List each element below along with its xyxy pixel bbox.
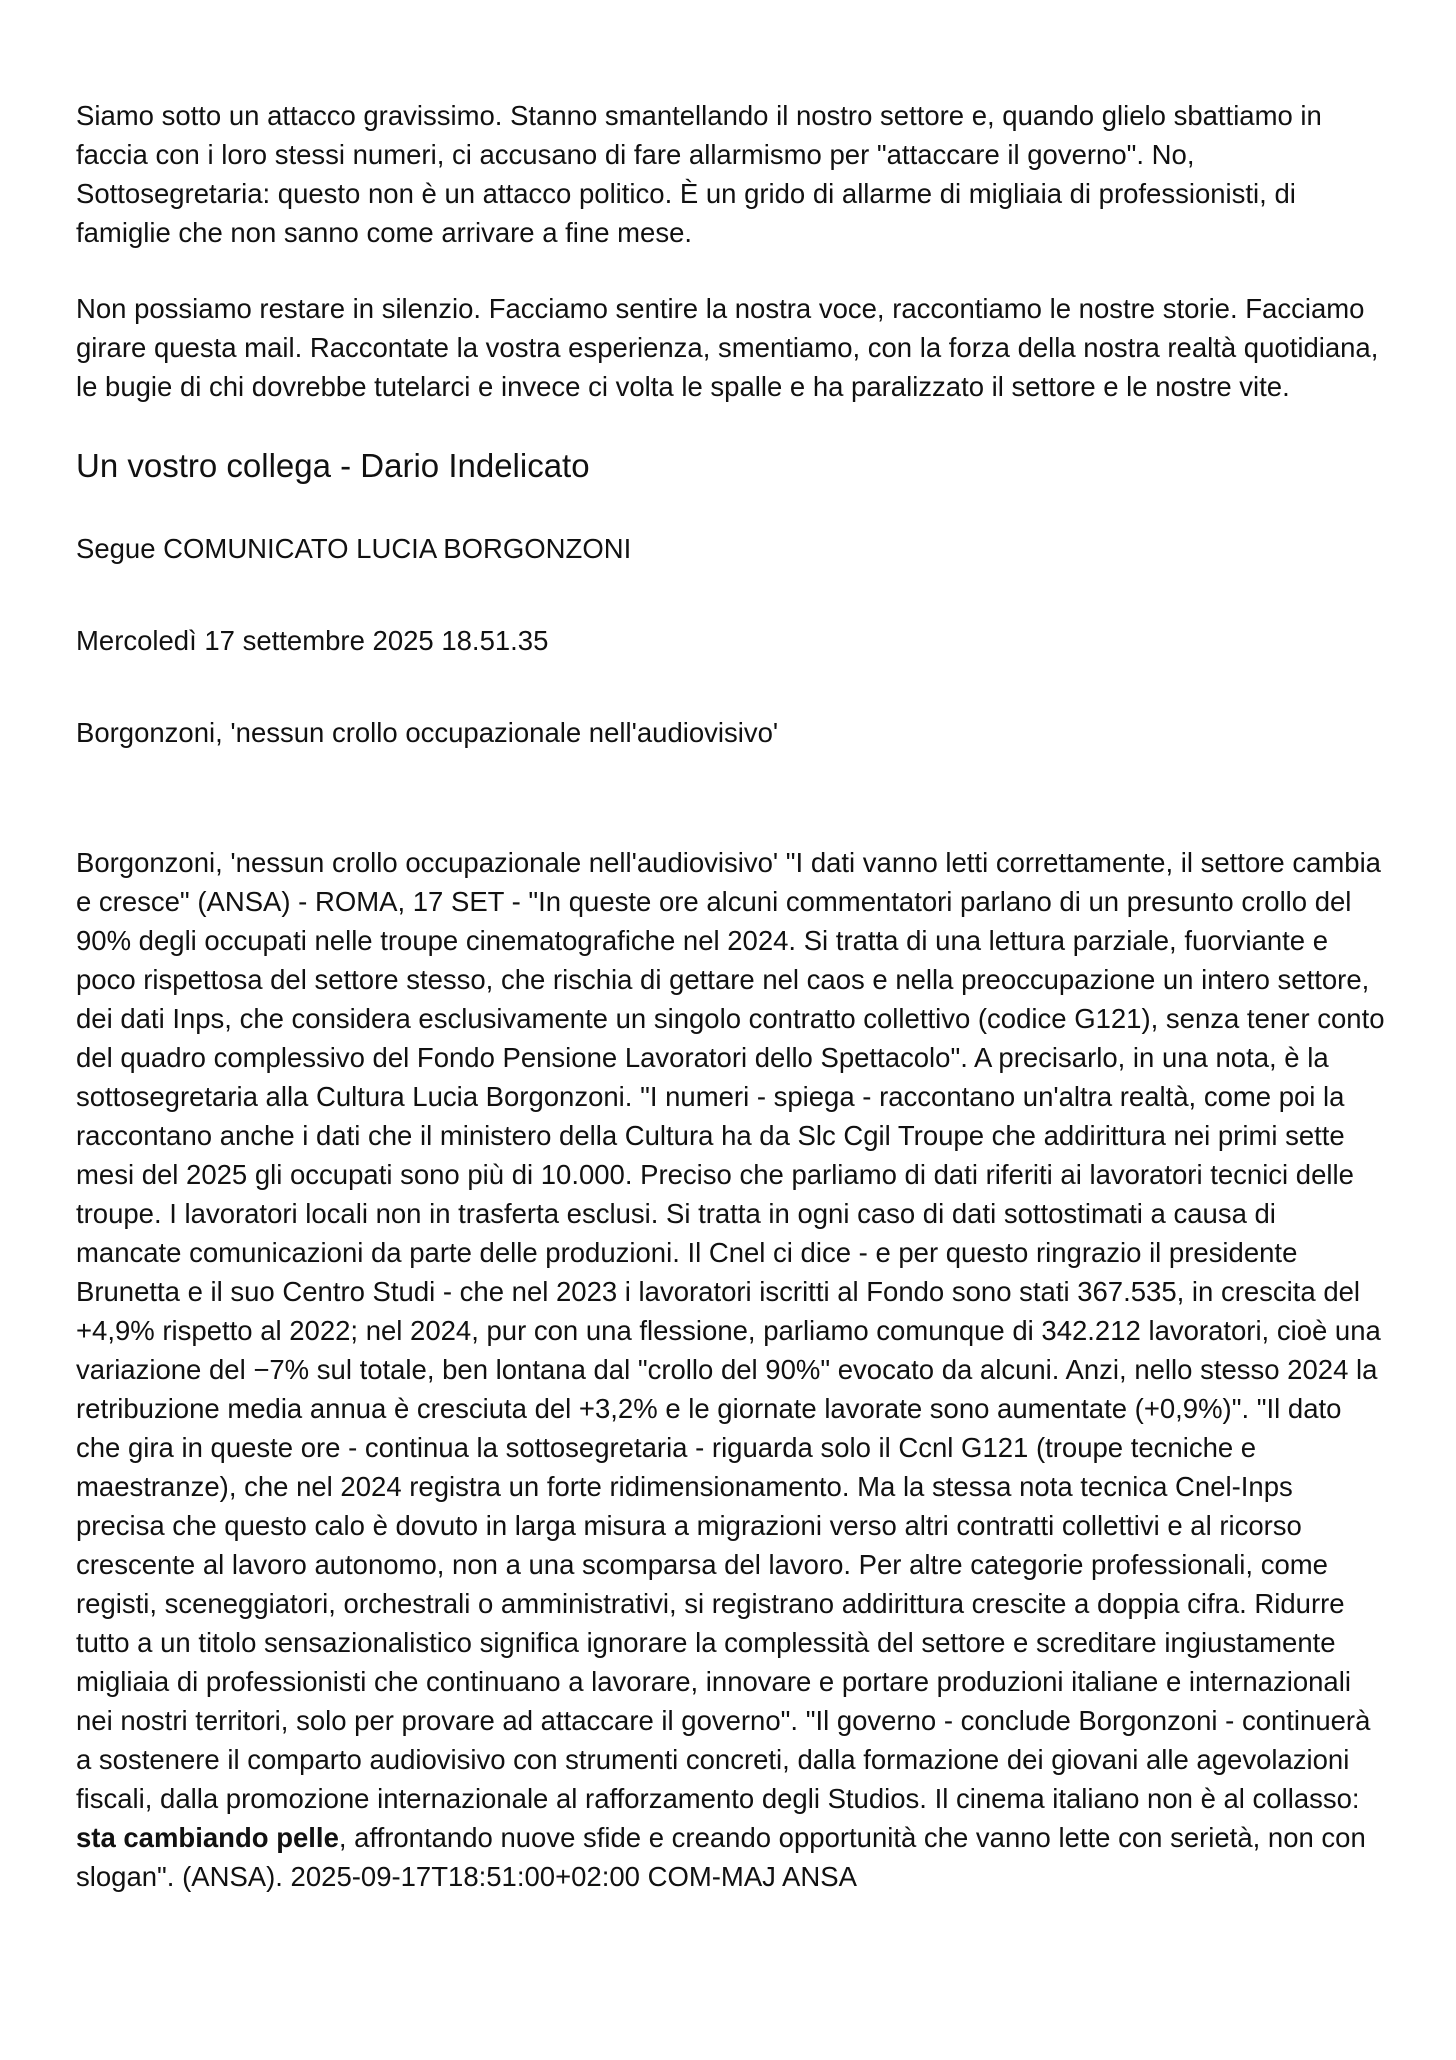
article-body-emphasis: sta cambiando pelle (76, 1822, 339, 1853)
press-release-headline: Borgonzoni, 'nessun crollo occupazionale nell'audiovisivo' (76, 717, 779, 748)
document-page (76, 96, 1386, 1896)
intro-paragraph: Siamo sotto un attacco gravissimo. Stanno smantellando il nostro settore e, quando glielo sbattiamo in faccia con i loro stessi numeri, ci accusano di fare allarmismo per "attaccare il governo". No, Sottosegretaria: questo non è un attacco politico. È un grido di allarme di migliaia di professionisti, di famiglie che non sanno come arrivare a fine mese. (76, 100, 1322, 248)
segue-line: Segue COMUNICATO LUCIA BORGONZONI (76, 533, 632, 564)
appeal-paragraph: Non possiamo restare in silenzio. Facciamo sentire la nostra voce, raccontiamo le nostre storie. Facciamo girare questa mail. Raccontate la vostra esperienza, smentiamo, con la forza della nostra realtà quotidiana, le bugie di chi dovrebbe tutelarci e invece ci volta le spalle e ha paralizzato il settore e le nostre vite. (76, 293, 1379, 402)
press-release-datetime: Mercoledì 17 settembre 2025 18.51.35 (76, 625, 549, 656)
article-body-end: , affrontando nuove sfide e creando opportunità che vanno lette con serietà, non con slogan". (ANSA). 2025-09-17T18:51:00+02:00 COM-MAJ ANSA (76, 1822, 1366, 1892)
article-body-text: Borgonzoni, 'nessun crollo occupazionale nell'audiovisivo' "I dati vanno letti correttamente, il settore cambia e cresce" (ANSA) - ROMA, 17 SET - "In queste ore alcuni commentatori parlano di un presunto crollo del 90% degli occupati nelle troupe cinematografiche nel 2024. Si tratta di una lettura parziale, fuorviante e poco rispettosa del settore stesso, che rischia di gettare nel caos e nella preoccupazione un intero settore, dei dati Inps, che considera esclusivamente un singolo contratto collettivo (codice G121), senza tener conto del quadro complessivo del Fondo Pensione Lavoratori dello Spettacolo". A precisarlo, in una nota, è la sottosegretaria alla Cultura Lucia Borgonzoni. "I numeri - spiega - raccontano un'altra realtà, come poi la raccontano anche i dati che il ministero della Cultura ha da Slc Cgil Troupe che addirittura nei primi sette mesi del 2025 gli occupati sono più di 10.000. Preciso che parliamo di dati riferiti ai lavoratori tecnici delle troupe. I lavoratori locali non in trasferta esclusi. Si tratta in ogni caso di dati sottostimati a causa di mancate comunicazioni da parte delle produzioni. Il Cnel ci dice - e per questo ringrazio il presidente Brunetta e il suo Centro Studi - che nel 2023 i lavoratori iscritti al Fondo sono stati 367.535, in crescita del +4,9% rispetto al 2022; nel 2024, pur con una flessione, parliamo comunque di 342.212 lavoratori, cioè una variazione del −7% sul totale, ben lontana dal "crollo del 90%" evocato da alcuni. Anzi, nello stesso 2024 la retribuzione media annua è cresciuta del +3,2% e le giornate lavorate sono aumentate (+0,9%)". "Il dato che gira in queste ore - continua la sottosegretaria - riguarda solo il Ccnl G121 (troupe tecniche e maestranze), che nel 2024 registra un forte ridimensionamento. Ma la stessa nota tecnica Cnel-Inps precisa che questo calo è dovuto in larga misura a migrazioni verso altri contratti collettivi e al ricorso crescente al lavoro autonomo, non a una scomparsa del lavoro. Per altre categorie professionali, come registi, sceneggiatori, orchestrali o amministrativi, si registrano addirittura crescite a doppia cifra. Ridurre tutto a un titolo sensazionalistico significa ignorare la complessità del settore e screditare ingiustamente migliaia di professionisti che continuano a lavorare, innovare e portare produzioni italiane e internazionali nei nostri territori, solo per provare ad attaccare il governo". "Il governo - conclude Borgonzoni - continuerà a sostenere il comparto audiovisivo con strumenti concreti, dalla formazione dei giovani alle agevolazioni fiscali, dalla promozione internazionale al rafforzamento degli Studios. Il cinema italiano non è al collasso: (76, 847, 1385, 1814)
signature-line: Un vostro collega - Dario Indelicato (76, 447, 590, 484)
article-body (76, 843, 1386, 1896)
